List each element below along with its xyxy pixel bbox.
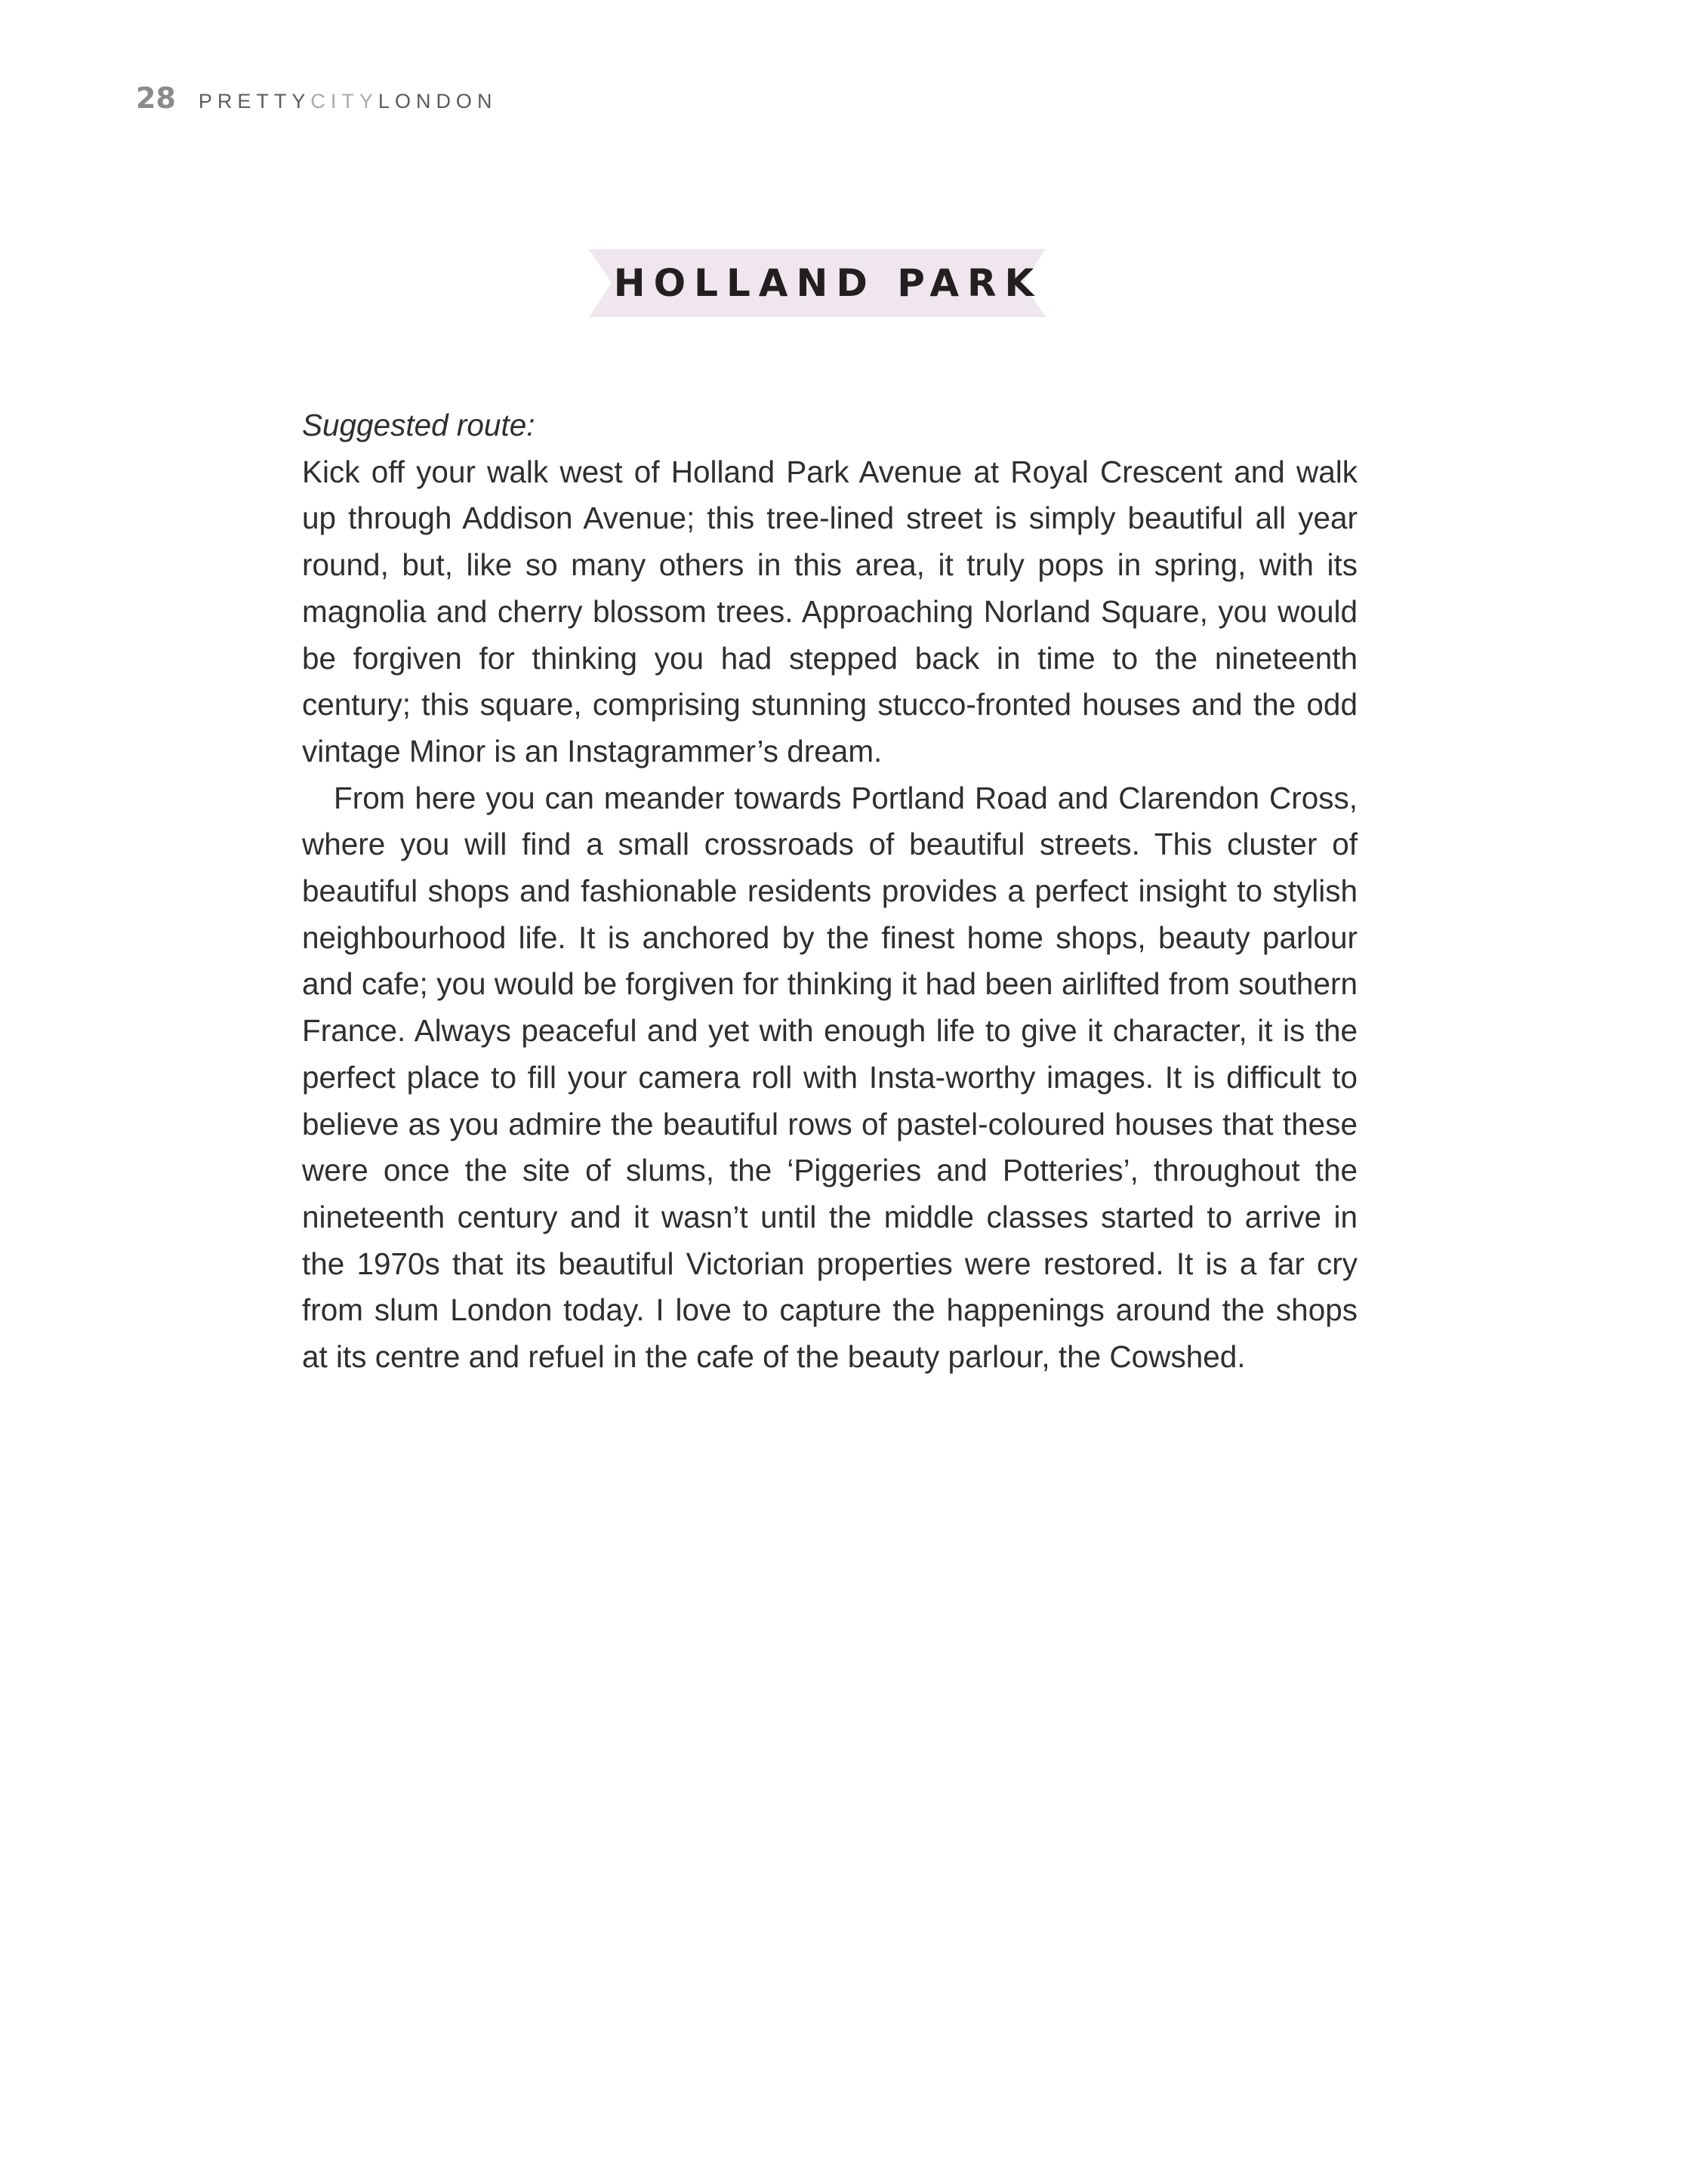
series-title: [199, 90, 498, 113]
body-paragraph-1: Kick off your walk west of Holland Park Avenue at Royal Crescent and walk up through Addison Avenue; this tree-lined street is simply beautiful all year round, but, like so many others in this area, it truly pops in spring, with its magnolia and cherry blossom trees. Approaching Norland Square, you would be forgiven for thinking you had stepped back in time to the nineteenth century; this square, comprising stunning stucco-fronted houses and the odd vintage Minor is an Instagrammer’s dream.: [302, 454, 1358, 769]
series-title-part3: LONDON: [378, 90, 498, 112]
page-number: 28: [136, 82, 176, 115]
series-title-part2: CITY: [310, 90, 378, 112]
route-label: Suggested route:: [302, 408, 535, 442]
running-head: [136, 82, 497, 115]
section-title: HOLLAND PARK: [613, 261, 1043, 305]
series-title-part1: PRETTY: [198, 90, 311, 112]
body-paragraph-2: From here you can meander towards Portland Road and Clarendon Cross, where you will find a small crossroads of beautiful streets. This cluster of beautiful shops and fashionable residents provides a perfect insight to stylish neighbourhood life. It is anchored by the finest home shops, beauty parlour and cafe; you would be forgiven for thinking it had been airlifted from southern France. Always peaceful and yet with enough life to give it character, it is the perfect place to fill your camera roll with Insta-worthy images. It is difficult to believe as you admire the beautiful rows of pastel-coloured houses that these were once the site of slums, the ‘Piggeries and Potteries’, throughout the nineteenth century and it wasn’t until the middle classes started to arrive in the 1970s that its beautiful Victorian properties were restored. It is a far cry from slum London today. I love to capture the happenings around the shops at its centre and refuel in the cafe of the beauty parlour, the Cowshed.: [302, 780, 1358, 1375]
section-title-banner: [589, 249, 1046, 317]
article-body: [302, 402, 1358, 1381]
